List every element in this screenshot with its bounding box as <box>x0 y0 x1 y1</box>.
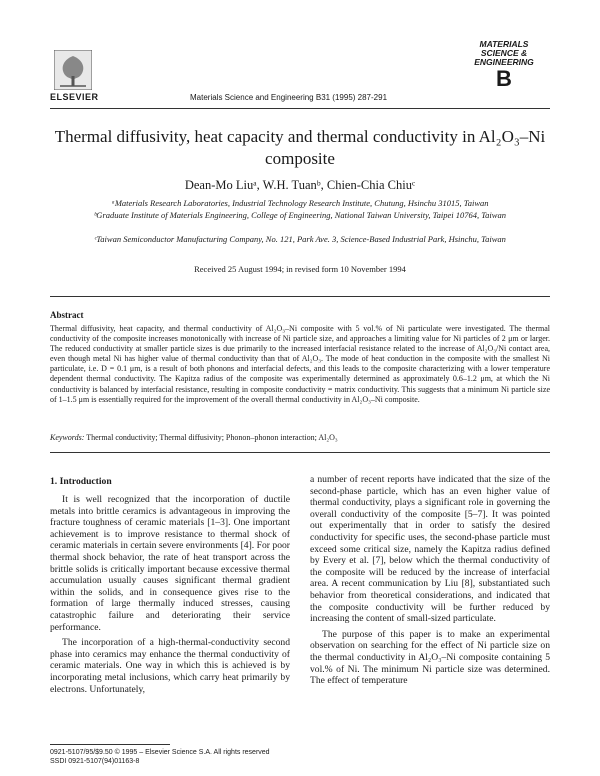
masthead-line-1: MATERIALS <box>479 39 529 49</box>
affiliation-a: ᵃMaterials Research Laboratories, Industrial Technology Research Institute, Chutung, Hsinchu 31015, Taiwan <box>111 198 489 208</box>
masthead-line-2: SCIENCE & <box>480 48 528 58</box>
left-paragraph-1: It is well recognized that the incorporation of ductile metals into brittle ceramics is advantageous in improving the fracture toughness of ceramic materials [1–3]. One important achievement is to improve resistance to thermal shock of ceramic materials in certain severe environments [4]. For poor thermal shock behavior, the rate of heat transport across the brittle solids is critically important because excessive thermal accumulation usually causes significant thermal gradient within the solids, and in consequence gives rise to the formation of large thermally induced stresses, causing catastrophic failure and deteriorating their service performance. <box>50 494 290 633</box>
footer-line-2: SSDI 0921-5107(94)01163-8 <box>50 758 140 765</box>
left-column <box>50 494 290 695</box>
masthead-series: B <box>496 66 512 91</box>
journal-reference: Materials Science and Engineering B31 (1995) 287-291 <box>190 93 388 102</box>
affiliation-c: ᶜTaiwan Semiconductor Manufacturing Company, No. 121, Park Ave. 3, Science-Based Industrial Park, Hsinchu, Taiwan <box>94 234 506 244</box>
elsevier-tree-icon <box>54 50 92 90</box>
copyright-footer <box>50 748 270 766</box>
article-title <box>50 126 550 170</box>
received-dates: Received 25 August 1994; in revised form 10 November 1994 <box>194 264 406 274</box>
section-heading: 1. Introduction <box>50 476 112 487</box>
footer-rule <box>50 744 170 745</box>
publisher-name: ELSEVIER <box>50 92 99 102</box>
right-paragraph-2: The purpose of this paper is to make an experimental observation on searching for the effect of Ni particle size on the thermal conductivity in Al₂O₃–Ni composite containing 5 vol.% of Ni. The minimum Ni particle size was determined. The effect of temperature <box>310 628 550 687</box>
affiliation-b: ᵇGraduate Institute of Materials Engineering, College of Engineering, National Taiwan University, Taipei 10764, Taiwan <box>94 210 506 220</box>
footer-line-1: 0921-5107/95/$9.50 © 1995 – Elsevier Science S.A. All rights reserved <box>50 749 270 756</box>
right-column <box>310 474 550 687</box>
keywords-text: Thermal conductivity; Thermal diffusivity; Phonon–phonon interaction; Al₂O₃ <box>86 433 338 442</box>
journal-masthead <box>458 40 550 91</box>
title-line-1: Thermal diffusivity, heat capacity and thermal conductivity in Al₂O₃–Ni <box>54 127 546 146</box>
abstract-text: Thermal diffusivity, heat capacity, and thermal conductivity of Al₂O₃–Ni composite with 5 vol.% of Ni particulate were investigated. The thermal conductivity of the composite increases monotonically with increase of Ni particle size, and approaches a limiting value for Ni particles of 2 μm or larger. The reduced conductivity at smaller particle sizes is due primarily to the increased interfacial resistance related to the increase of Al₂O₃/Ni contact area, even though metal Ni has higher value of thermal conductivity than that of Al₂O₃. The mode of heat conduction in the composite with the smallest Ni particulate, i.e. D = 0.1 μm, is a result of both phonons and interfacial defects, and this leads to the composite characterizing with a lower temperature dependent thermal conductivity. The Kapitza radius of the composite was experimentally determined as approximately 0.6–1.2 μm, at which the Ni conductivity is balanced by interfacial resistance, resulting in composite conductivity = matrix conductivity. This suggests that a minimum Ni particle size of 1–1.5 μm is essentially required for the improvement of the overall thermal conductivity in Al₂O₃–Ni composite. <box>50 324 550 404</box>
abstract-top-rule <box>50 296 550 297</box>
keywords-label: Keywords: <box>50 433 85 442</box>
left-paragraph-2: The incorporation of a high-thermal-conductivity second phase into ceramics may enhance the thermal conductivity of ceramic materials. One way in which this is achieved is by incorporating metal inclusions, which carry heat primarily by electrons. Unfortunately, <box>50 637 290 695</box>
abstract-bottom-rule <box>50 452 550 453</box>
masthead-line-3: ENGINEERING <box>474 57 534 67</box>
title-line-2: composite <box>265 149 335 168</box>
elsevier-logo <box>54 50 92 90</box>
right-paragraph-1: a number of recent reports have indicated that the size of the second-phase particle, which has an even higher value of thermal conductivity, plays a significant role in governing the overall conductivity of the composite [5–7]. It was pointed out experimentally that in order to satisfy the desired conductivity for specific uses, the second-phase particle must exceed some critical size, namely the Kapitza radius defined by Every et al. [7], below which the thermal conductivity of the composite will be reduced by the increase of interfacial area. A recent communication by Liu [8], substantiated such behavior from theoretical considerations, and indicated that the composite conductivity will be further reduced by increasing the content of small-sized particulate. <box>310 474 550 625</box>
abstract-heading: Abstract <box>50 310 84 320</box>
header-rule <box>50 108 550 109</box>
keywords <box>50 433 550 442</box>
author-list: Dean-Mo Liuᵃ, W.H. Tuanᵇ, Chien-Chia Chiuᶜ <box>184 178 416 192</box>
